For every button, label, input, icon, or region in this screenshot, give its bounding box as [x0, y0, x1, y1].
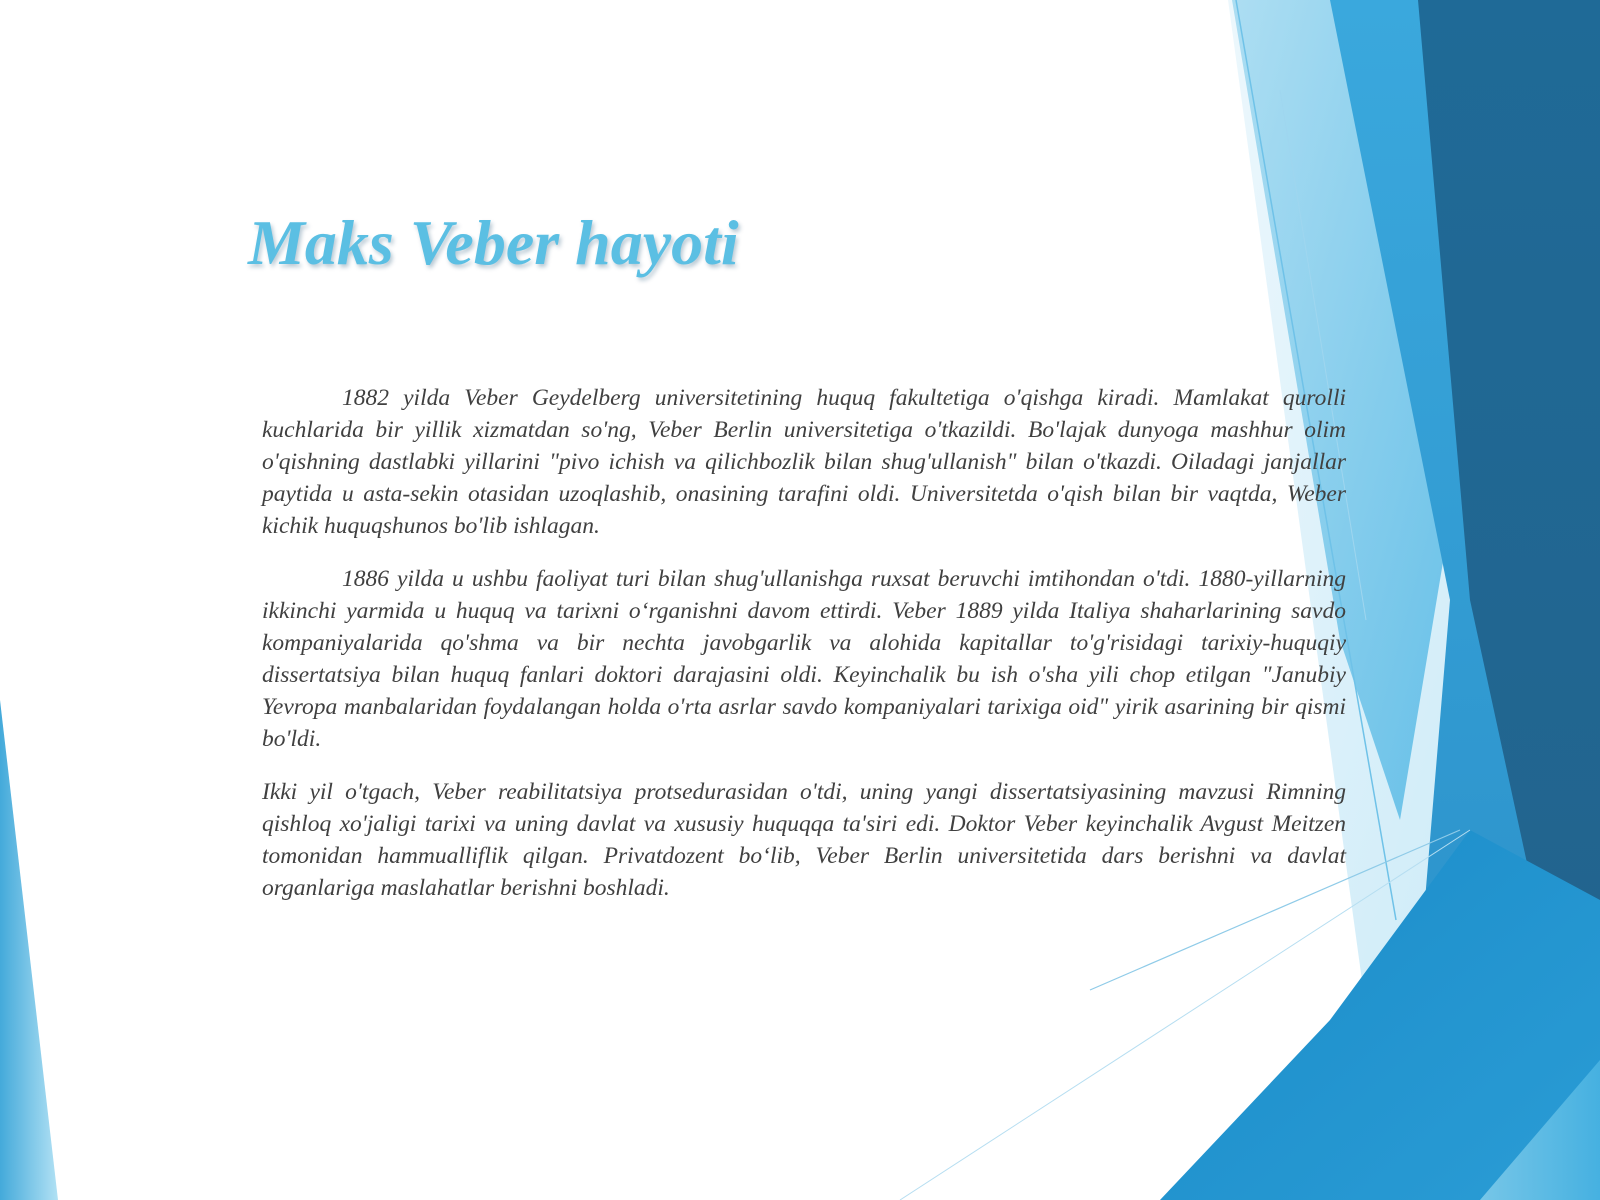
paragraph-2: 1886 yilda u ushbu faoliyat turi bilan shug'ullanishga ruxsat beruvchi imtihondan o'tdi. 1880-yillarning ikkinchi yarmida u huquq va tarixni o‘rganishni davom ettirdi. Veber 1889 yilda Italiya shaharlarining savdo kompaniyalarida qo'shma va bir nechta javobgarlik va alohida kapitallar to'g'risidagi tarixiy-huquqiy dissertatsiya bilan huquq fanlari doktori darajasini oldi. Keyinchalik bu ish o'sha yili chop etilgan "Janubiy Yevropa manbalaridan foydalangan holda o'rta asrlar savdo kompaniyalari tarixiga oid" yirik asarining bir qismi bo'ldi.: [262, 566, 1346, 752]
paragraph-3: Ikki yil o'tgach, Veber reabilitatsiya protsedurasidan o'tdi, uning yangi dissertatsiyasining mavzusi Rimning qishloq xo'jaligi tarixi va uning davlat va xususiy huquqqa ta'siri edi. Doktor Veber keyinchalik Avgust Meitzen tomonidan hammualliflik qilgan. Privatdozent bo‘lib, Veber Berlin universitetida dars berishni va davlat organlariga maslahatlar berishni boshladi.: [262, 779, 1346, 901]
slide-body: [262, 382, 1346, 925]
slide-title: Maks Veber hayoti: [248, 207, 739, 278]
paragraph-1: 1882 yilda Veber Geydelberg universitetining huquq fakultetiga o'qishga kiradi. Mamlakat qurolli kuchlarida bir yillik xizmatdan so'ng, Veber Berlin universitetiga o'tkazildi. Bo'lajak dunyoga mashhur olim o'qishning dastlabki yillarini "pivo ichish va qilichbozlik bilan shug'ullanish" bilan o'tkazdi. Oiladagi janjallar paytida u asta-sekin otasidan uzoqlashib, onasining tarafini oldi. Universitetda o'qish bilan bir vaqtda, Weber kichik huquqshunos bo'lib ishlagan.: [262, 385, 1346, 539]
left-blue-wedge: [0, 700, 58, 1200]
